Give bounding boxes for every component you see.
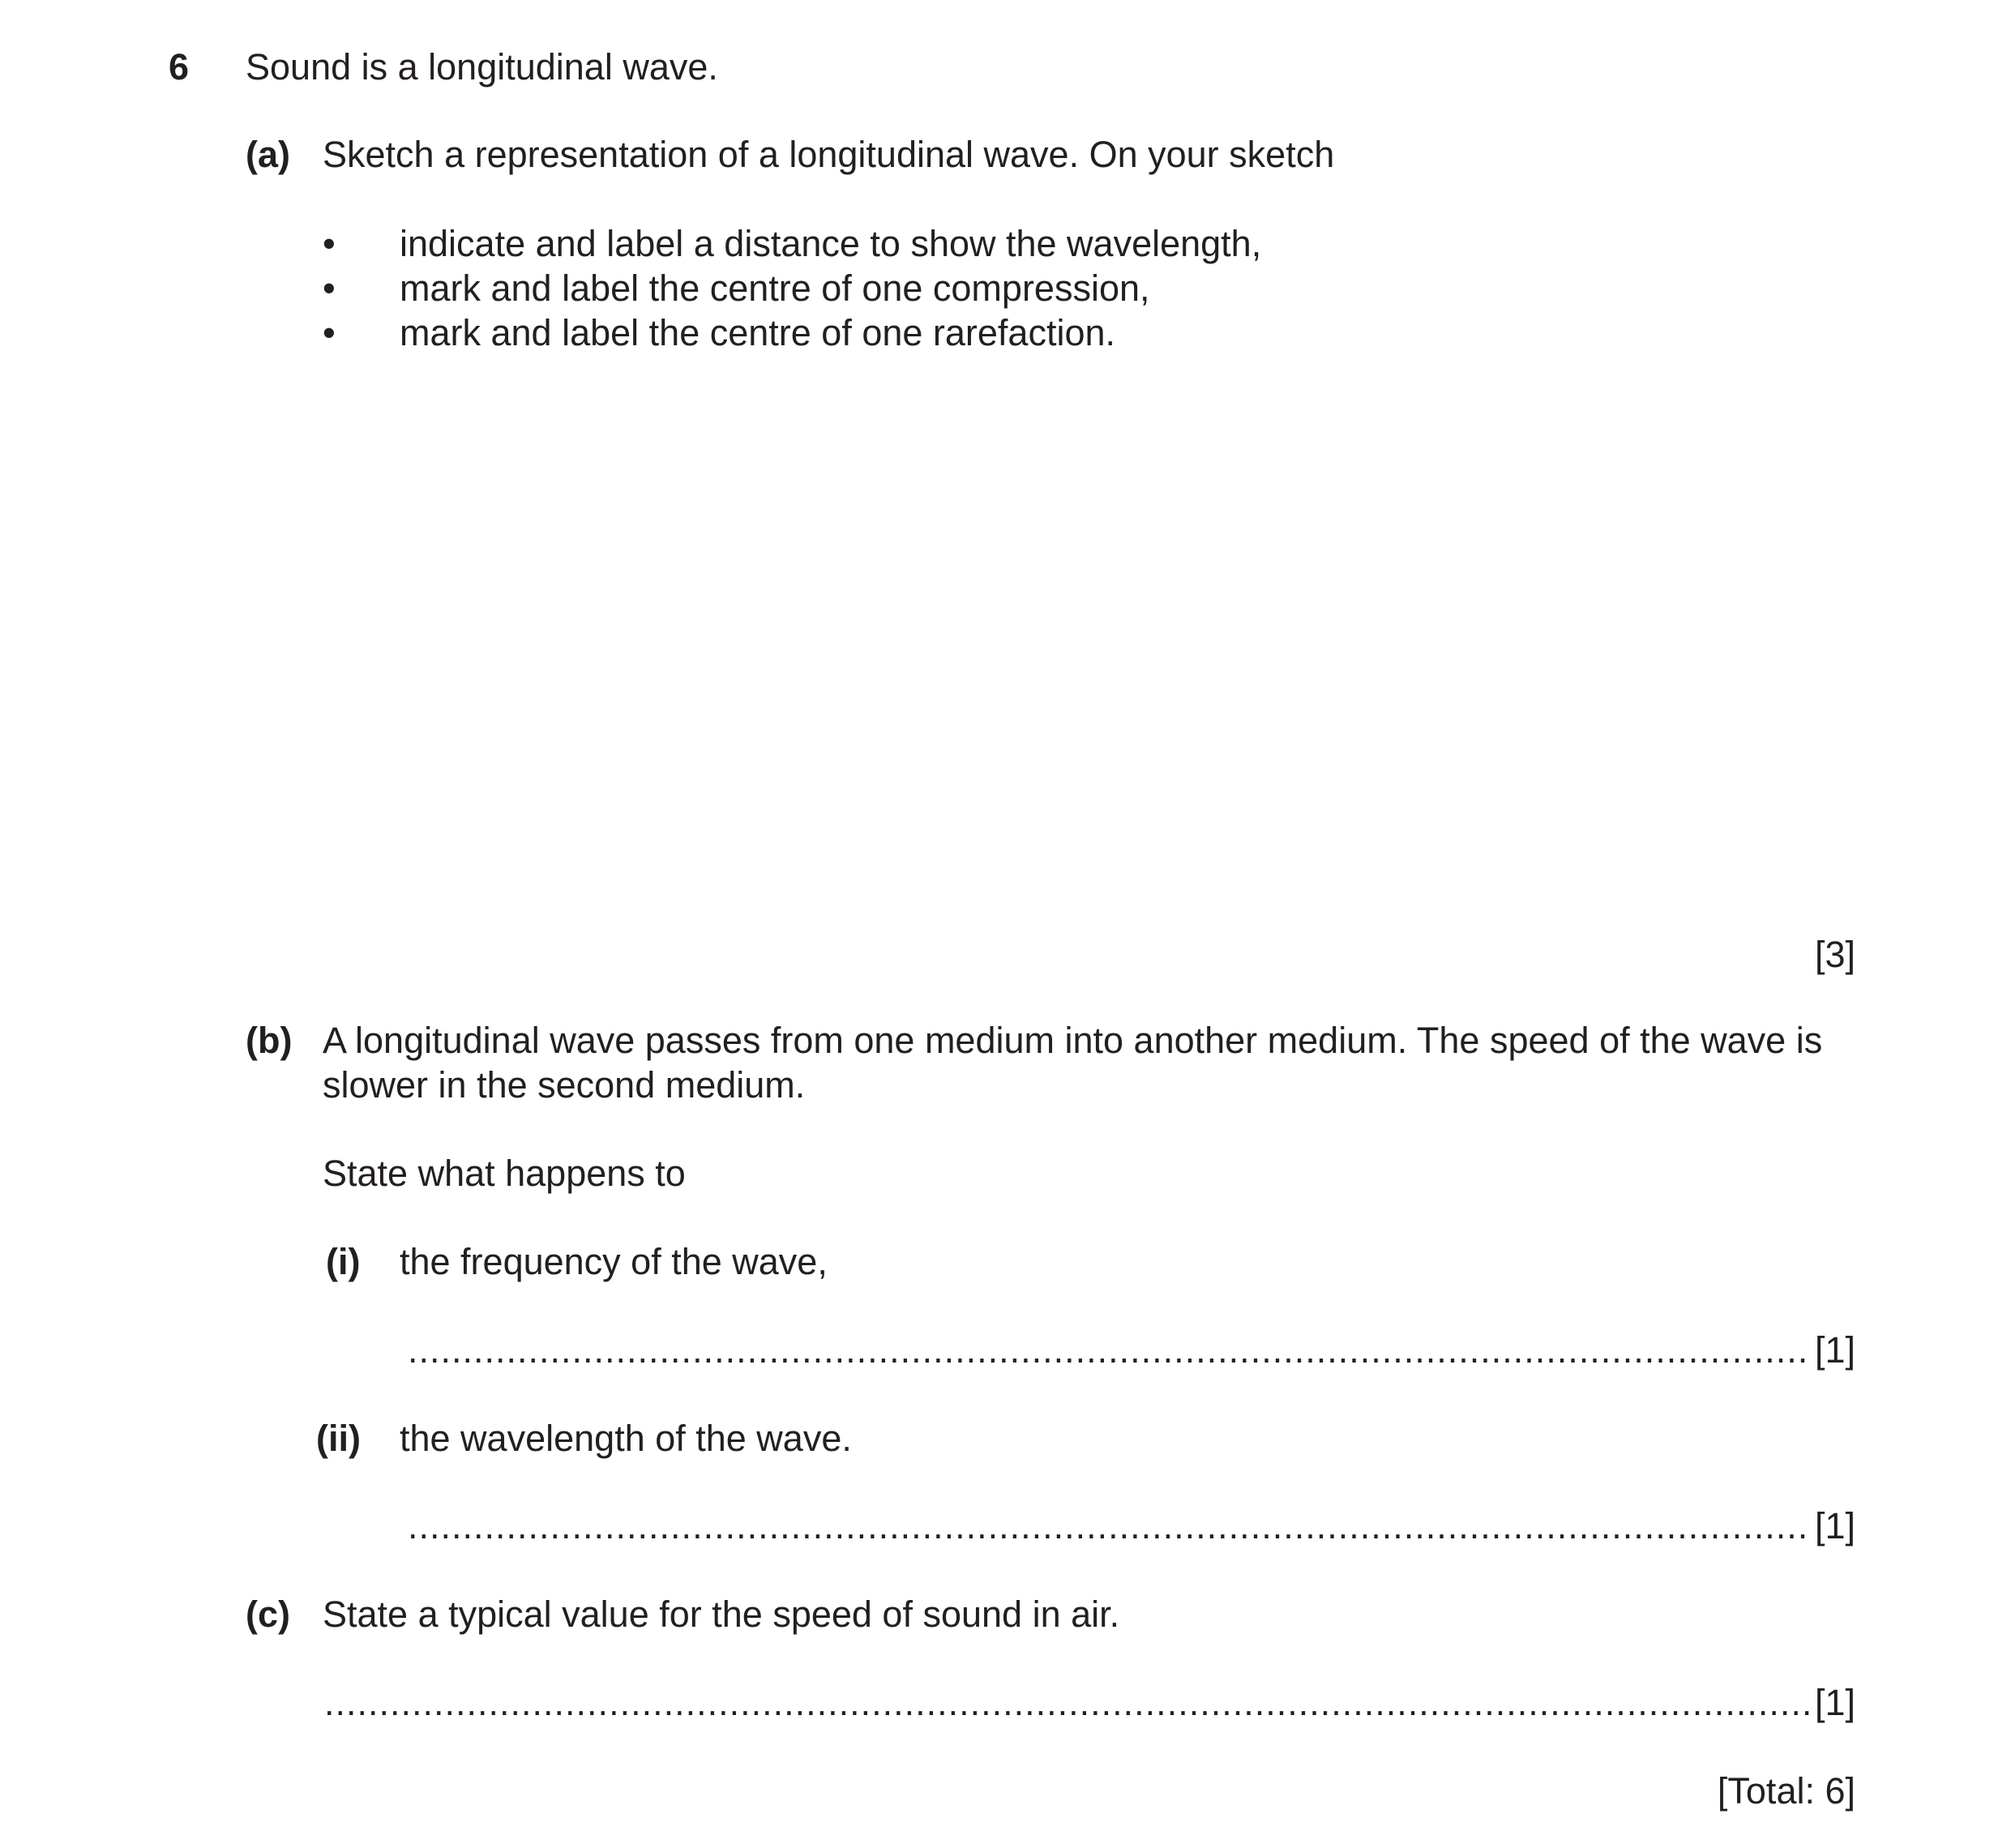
part-b-prompt: State what happens to (323, 1153, 686, 1194)
bullet-1-marker: • (323, 223, 336, 264)
total-marks: [Total: 6] (1717, 1770, 1855, 1812)
sub-ii-marks: [1] (1814, 1505, 1855, 1546)
sub-ii-answer-line[interactable] (408, 1508, 1811, 1544)
part-b-text-line2: slower in the second medium. (323, 1064, 806, 1106)
sub-i-answer-line[interactable] (408, 1332, 1811, 1368)
sub-i-marks: [1] (1814, 1329, 1855, 1371)
sub-ii-text: the wavelength of the wave. (400, 1418, 852, 1459)
part-a-marks: [3] (1814, 934, 1855, 975)
part-c-label: (c) (246, 1593, 290, 1635)
part-c-text: State a typical value for the speed of sound in air. (323, 1593, 1120, 1635)
part-b-text-line1: A longitudinal wave passes from one medium into another medium. The speed of the wave is (323, 1020, 1823, 1061)
question-intro: Sound is a longitudinal wave. (246, 46, 718, 88)
sub-i-text: the frequency of the wave, (400, 1241, 828, 1282)
part-a-label: (a) (246, 134, 290, 175)
part-a-text: Sketch a representation of a longitudinal wave. On your sketch (323, 134, 1335, 175)
question-number: 6 (169, 46, 190, 88)
sub-i-label: (i) (326, 1241, 361, 1282)
part-c-marks: [1] (1814, 1682, 1855, 1723)
bullet-1-text: indicate and label a distance to show the wavelength, (400, 223, 1262, 264)
bullet-2-text: mark and label the centre of one compression, (400, 267, 1150, 309)
sketch-area[interactable] (323, 365, 1855, 916)
sub-ii-label: (ii) (316, 1418, 361, 1459)
bullet-2-marker: • (323, 267, 336, 309)
bullet-3-text: mark and label the centre of one rarefaction. (400, 312, 1116, 353)
part-b-label: (b) (246, 1020, 293, 1061)
part-c-answer-line[interactable] (324, 1684, 1811, 1721)
bullet-3-marker: • (323, 312, 336, 353)
